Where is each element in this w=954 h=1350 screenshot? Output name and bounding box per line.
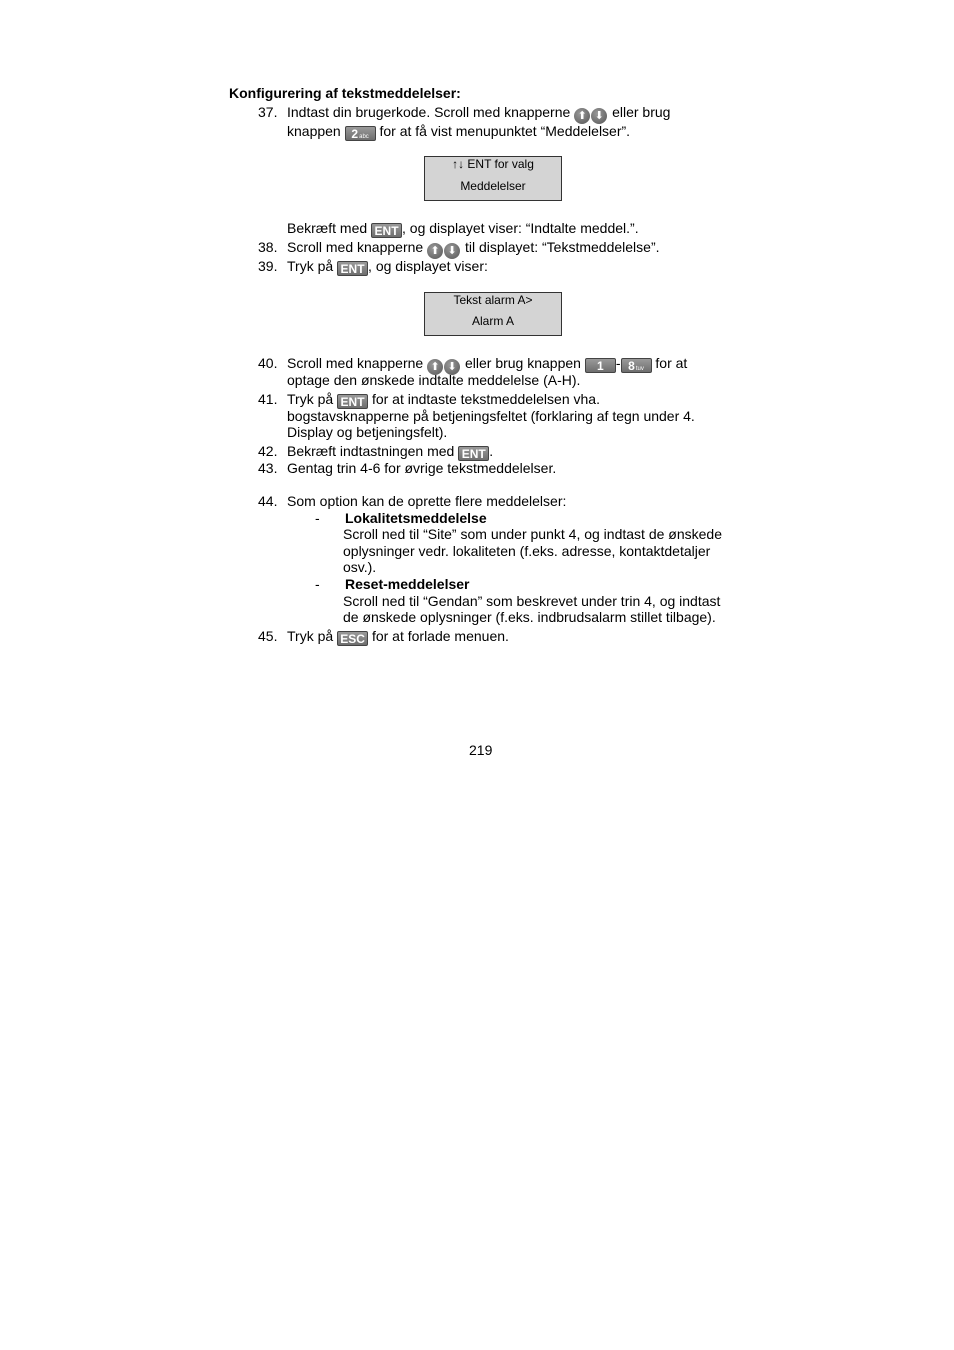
key-8tuv-icon: 8tuv (621, 358, 652, 373)
option-1-title: Lokalitetsmeddelelse (345, 510, 487, 526)
step-37-line1: Indtast din brugerkode. Scroll med knapperne ⬆ ⬇ eller brug (287, 104, 671, 122)
step-44-line1: Som option kan de oprette flere meddelelser: (287, 493, 567, 509)
step-43-number: 43. (258, 460, 278, 476)
step-39-line1: Tryk på ENT , og displayet viser: (287, 258, 488, 276)
display-line-1: ↑↓ ENT for valg (452, 157, 534, 171)
option-1-line1: Scroll ned til “Site” som under punkt 4, og indtast de ønskede (343, 526, 722, 542)
esc-key-icon: ESC (337, 631, 368, 646)
option-1-line3: osv.). (343, 559, 377, 575)
step-37-number: 37. (258, 104, 278, 120)
key-1-icon: 1 (585, 358, 616, 373)
up-arrow-icon: ⬆ (427, 243, 443, 259)
step-43-line1: Gentag trin 4-6 for øvrige tekstmeddelelser. (287, 460, 557, 476)
option-2-line2: de ønskede oplysninger (f.eks. indbrudsalarm stillet tilbage). (343, 609, 716, 625)
step-38-number: 38. (258, 239, 278, 255)
step-42-number: 42. (258, 443, 278, 459)
ent-key-icon: ENT (371, 223, 402, 238)
up-arrow-icon: ⬆ (427, 359, 443, 375)
down-arrow-icon: ⬇ (591, 108, 607, 124)
option-2-dash: - (315, 576, 320, 592)
down-arrow-icon: ⬇ (444, 243, 460, 259)
option-1-dash: - (315, 510, 320, 526)
display-line-2: Meddelelser (460, 179, 526, 193)
step-40-number: 40. (258, 355, 278, 371)
step-40-line2: optage den ønskede indtalte meddelelse (A-H). (287, 372, 581, 388)
step-39-number: 39. (258, 258, 278, 274)
step-45-line1: Tryk på ESC for at forlade menuen. (287, 628, 509, 646)
step-45-number: 45. (258, 628, 278, 644)
ent-key-icon: ENT (337, 261, 368, 276)
step-41-line2: bogstavsknapperne på betjeningsfeltet (forklaring af tegn under 4. (287, 408, 695, 424)
display-line-1: Tekst alarm A> (453, 293, 533, 307)
ent-key-icon: ENT (458, 446, 489, 461)
option-2-title: Reset-meddelelser (345, 576, 470, 592)
page-number: 219 (469, 742, 493, 758)
confirm-line: Bekræft med ENT , og displayet viser: “Indtalte meddel.”. (287, 220, 639, 238)
key-2abc-icon: 2abc (345, 126, 376, 141)
display-box-alarm (424, 292, 562, 336)
step-37-line2: knappen 2abc for at få vist menupunktet “Meddelelser”. (287, 123, 631, 141)
step-42-line1: Bekræft indtastningen med ENT . (287, 443, 494, 461)
ent-key-icon: ENT (337, 394, 368, 409)
step-41-number: 41. (258, 391, 278, 407)
step-40-line1: Scroll med knapperne ⬆ ⬇ eller brug knappen 1 - 8tuv for at (287, 355, 688, 373)
section-heading: Konfigurering af tekstmeddelelser: (229, 85, 461, 101)
down-arrow-icon: ⬇ (444, 359, 460, 375)
up-arrow-icon: ⬆ (574, 108, 590, 124)
display-line-2: Alarm A (471, 314, 514, 328)
step-41-line1: Tryk på ENT for at indtaste tekstmeddelelsen vha. (287, 391, 600, 409)
display-box-menu (424, 156, 562, 201)
option-1-line2: oplysninger vedr. lokaliteten (f.eks. adresse, kontaktdetaljer (343, 543, 711, 559)
step-41-line3: Display og betjeningsfelt). (287, 424, 448, 440)
option-2-line1: Scroll ned til “Gendan” som beskrevet under trin 4, og indtast (343, 593, 721, 609)
step-38-line1: Scroll med knapperne ⬆ ⬇ til displayet: “Tekstmeddelelse”. (287, 239, 660, 257)
step-44-number: 44. (258, 493, 278, 509)
